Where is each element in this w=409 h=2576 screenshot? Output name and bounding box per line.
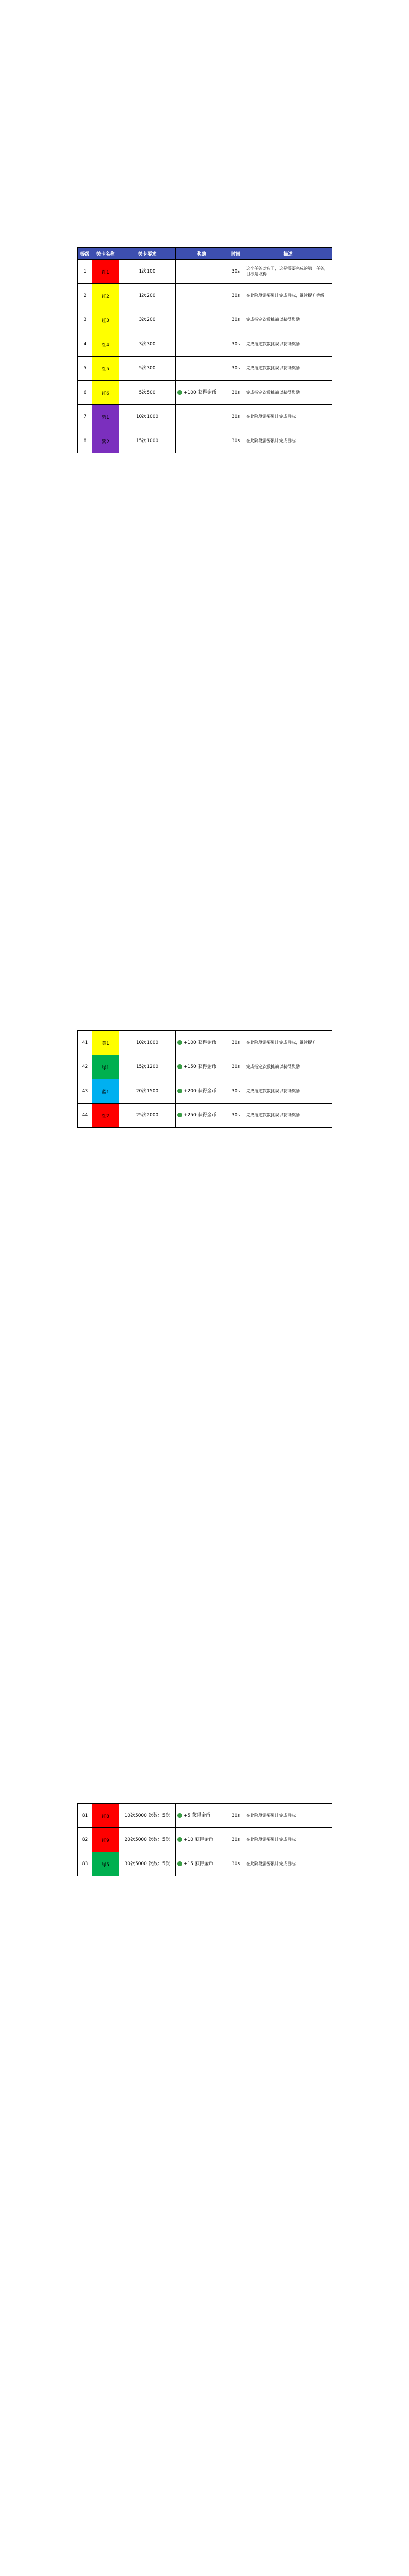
time-limit: 30s <box>231 317 240 323</box>
level-name-cell <box>92 1031 119 1055</box>
reward-cell <box>176 1804 227 1828</box>
level-name-cell <box>92 332 119 357</box>
time-limit-cell <box>227 405 244 429</box>
reward-cell <box>176 260 227 284</box>
table-row <box>78 1079 332 1104</box>
reward-cell <box>176 1031 227 1055</box>
description-cell <box>244 1104 332 1128</box>
requirement: 10次5000 次数：5次 <box>124 1813 170 1818</box>
time-limit-cell <box>227 1852 244 1876</box>
description: 完成指定次数挑战以获得奖励 <box>246 1089 300 1093</box>
time-limit: 30s <box>231 414 240 419</box>
table-row <box>78 260 332 284</box>
level-name-cell <box>92 308 119 332</box>
reward-cell <box>176 381 227 405</box>
row-number-cell <box>78 284 92 308</box>
requirement: 3次200 <box>139 317 156 323</box>
coin-icon <box>177 1040 182 1045</box>
level-name: 紫2 <box>102 439 109 445</box>
description: 完成指定次数挑战以获得奖励 <box>246 342 300 346</box>
header-row <box>78 248 332 260</box>
description-cell <box>244 260 332 284</box>
level-name: 红8 <box>102 1814 109 1819</box>
requirement-cell <box>119 1804 176 1828</box>
description: 完成指定次数挑战以获得奖励 <box>246 1064 300 1069</box>
spreadsheet <box>77 247 332 453</box>
row-number: 83 <box>81 1861 88 1867</box>
description: 完成指定次数挑战以获得奖励 <box>246 366 300 370</box>
header-reward: 奖励 <box>176 248 227 260</box>
level-name: 红9 <box>102 1838 109 1843</box>
table-row <box>78 332 332 357</box>
requirement-cell <box>119 381 176 405</box>
requirement-cell <box>119 1079 176 1104</box>
requirement: 5次300 <box>139 366 156 371</box>
level-name: 蓝1 <box>102 1089 109 1095</box>
time-limit: 30s <box>231 269 240 274</box>
requirement-cell <box>119 332 176 357</box>
level-name: 红2 <box>102 1113 109 1119</box>
description-cell <box>244 429 332 453</box>
row-number: 3 <box>83 317 87 323</box>
row-number-cell <box>78 1079 92 1104</box>
time-limit-cell <box>227 429 244 453</box>
table-row <box>78 357 332 381</box>
level-name: 红5 <box>102 366 109 372</box>
reward-cell <box>176 332 227 357</box>
table-row <box>78 1055 332 1079</box>
time-limit: 30s <box>231 1837 240 1842</box>
row-number-cell <box>78 357 92 381</box>
row-number: 2 <box>83 293 87 298</box>
requirement-cell <box>119 357 176 381</box>
level-name-cell <box>92 429 119 453</box>
reward-cell <box>176 1055 227 1079</box>
level-name: 红6 <box>102 391 109 396</box>
row-number-cell <box>78 1828 92 1852</box>
description-cell <box>244 284 332 308</box>
time-limit-cell <box>227 1031 244 1055</box>
table-row <box>78 1031 332 1055</box>
reward-cell <box>176 284 227 308</box>
reward-cell <box>176 1852 227 1876</box>
requirement-cell <box>119 1828 176 1852</box>
level-name-cell <box>92 405 119 429</box>
coin-icon <box>177 1064 182 1069</box>
level-table-3 <box>77 1803 332 1876</box>
row-number-cell <box>78 1031 92 1055</box>
requirement: 3次300 <box>139 342 156 347</box>
time-limit-cell <box>227 332 244 357</box>
description: 完成指定次数挑战以获得奖励 <box>246 317 300 322</box>
time-limit: 30s <box>231 342 240 347</box>
row-number: 7 <box>83 414 87 419</box>
time-limit: 30s <box>231 1089 240 1094</box>
spreadsheet-section-3 <box>77 1803 332 1876</box>
table-row <box>78 405 332 429</box>
table-row <box>78 284 332 308</box>
level-name: 绿1 <box>102 1065 109 1071</box>
level-name-cell <box>92 1055 119 1079</box>
reward: +10 获得金币 <box>184 1837 214 1842</box>
description-cell <box>244 308 332 332</box>
time-limit: 30s <box>231 1064 240 1070</box>
level-name: 红4 <box>102 342 109 348</box>
description-cell <box>244 1055 332 1079</box>
time-limit-cell <box>227 381 244 405</box>
reward-cell <box>176 308 227 332</box>
reward: +5 获得金币 <box>184 1813 211 1818</box>
level-name-cell <box>92 1852 119 1876</box>
row-number-cell <box>78 1852 92 1876</box>
row-number-cell <box>78 332 92 357</box>
description-cell <box>244 1804 332 1828</box>
coin-icon <box>177 1861 182 1866</box>
row-number-cell <box>78 260 92 284</box>
description: 完成指定次数挑战以获得奖励 <box>246 1113 300 1117</box>
row-number: 4 <box>83 342 87 347</box>
time-limit-cell <box>227 1804 244 1828</box>
table-row <box>78 381 332 405</box>
requirement-cell <box>119 429 176 453</box>
level-name-cell <box>92 284 119 308</box>
requirement: 5次500 <box>139 390 156 395</box>
row-number-cell <box>78 429 92 453</box>
level-name-cell <box>92 1804 119 1828</box>
description: 完成指定次数挑战以获得奖励 <box>246 390 300 395</box>
description-cell <box>244 332 332 357</box>
description-cell <box>244 381 332 405</box>
header-description: 描述 <box>244 248 332 260</box>
row-number-cell <box>78 1804 92 1828</box>
reward: +250 获得金币 <box>184 1113 217 1118</box>
row-number: 43 <box>81 1089 88 1094</box>
description: 在此阶段需要累计完成目标，继续提升 <box>246 1040 316 1045</box>
requirement-cell <box>119 405 176 429</box>
level-table-1 <box>77 247 332 453</box>
level-name-cell <box>92 1104 119 1128</box>
reward: +200 获得金币 <box>184 1089 217 1094</box>
requirement-cell <box>119 308 176 332</box>
requirement-cell <box>119 284 176 308</box>
reward-cell <box>176 405 227 429</box>
requirement: 15次1000 <box>136 438 159 444</box>
coin-icon <box>177 1837 182 1842</box>
table-row <box>78 1852 332 1876</box>
reward-cell <box>176 357 227 381</box>
reward-cell <box>176 1079 227 1104</box>
requirement-cell <box>119 1104 176 1128</box>
table-row <box>78 1104 332 1128</box>
reward: +100 获得金币 <box>184 390 217 395</box>
time-limit: 30s <box>231 1040 240 1045</box>
time-limit: 30s <box>231 1861 240 1867</box>
time-limit: 30s <box>231 366 240 371</box>
row-number: 8 <box>83 438 87 444</box>
table-row <box>78 1828 332 1852</box>
requirement-cell <box>119 1031 176 1055</box>
row-number: 6 <box>83 390 87 395</box>
requirement: 20次1500 <box>136 1089 159 1094</box>
description: 在此阶段需要累计完成目标 <box>246 1813 296 1818</box>
table-row <box>78 1804 332 1828</box>
level-name: 黄1 <box>102 1041 109 1046</box>
spreadsheet-section-2 <box>77 1030 332 1128</box>
time-limit: 30s <box>231 438 240 444</box>
row-number: 81 <box>81 1813 88 1818</box>
requirement-cell <box>119 1055 176 1079</box>
requirement: 20次5000 次数：5次 <box>124 1837 170 1842</box>
description-cell <box>244 405 332 429</box>
description: 在此阶段需要累计完成目标 <box>246 1837 296 1842</box>
row-number: 42 <box>81 1064 88 1070</box>
reward: +150 获得金币 <box>184 1064 217 1070</box>
time-limit-cell <box>227 1079 244 1104</box>
level-name-cell <box>92 1079 119 1104</box>
reward-cell <box>176 1828 227 1852</box>
row-number-cell <box>78 1055 92 1079</box>
requirement: 10次1000 <box>136 414 159 419</box>
row-number-cell <box>78 1104 92 1128</box>
header-requirement: 关卡要求 <box>119 248 176 260</box>
requirement: 25次2000 <box>136 1113 159 1118</box>
time-limit-cell <box>227 357 244 381</box>
requirement-cell <box>119 1852 176 1876</box>
coin-icon <box>177 390 182 395</box>
level-name: 紫1 <box>102 415 109 420</box>
time-limit-cell <box>227 1055 244 1079</box>
table-row <box>78 429 332 453</box>
coin-icon <box>177 1113 182 1117</box>
reward: +100 获得金币 <box>184 1040 217 1045</box>
level-name: 红2 <box>102 294 109 299</box>
reward: +15 获得金币 <box>184 1861 214 1867</box>
requirement: 10次1000 <box>136 1040 159 1045</box>
reward-cell <box>176 429 227 453</box>
description-cell <box>244 357 332 381</box>
level-name: 绿5 <box>102 1862 109 1868</box>
row-number: 82 <box>81 1837 88 1842</box>
level-name-cell <box>92 357 119 381</box>
coin-icon <box>177 1813 182 1818</box>
row-number: 5 <box>83 366 87 371</box>
description-cell <box>244 1031 332 1055</box>
coin-icon <box>177 1089 182 1093</box>
description-cell <box>244 1828 332 1852</box>
row-number-cell <box>78 405 92 429</box>
requirement: 30次5000 次数：5次 <box>124 1861 170 1867</box>
row-number: 41 <box>81 1040 88 1045</box>
row-number: 1 <box>83 269 87 274</box>
header-name: 关卡名称 <box>92 248 119 260</box>
header-level: 等级 <box>78 248 92 260</box>
requirement: 15次1200 <box>136 1064 159 1070</box>
requirement: 1次100 <box>139 269 156 274</box>
requirement-cell <box>119 260 176 284</box>
time-limit-cell <box>227 284 244 308</box>
row-number-cell <box>78 381 92 405</box>
time-limit: 30s <box>231 390 240 395</box>
time-limit-cell <box>227 260 244 284</box>
level-name-cell <box>92 260 119 284</box>
time-limit-cell <box>227 1104 244 1128</box>
requirement: 1次200 <box>139 293 156 298</box>
description-cell <box>244 1079 332 1104</box>
description-cell <box>244 1852 332 1876</box>
header-time: 时间 <box>227 248 244 260</box>
description: 在此阶段需要累计完成目标 <box>246 438 296 443</box>
time-limit-cell <box>227 1828 244 1852</box>
time-limit: 30s <box>231 1813 240 1818</box>
description: 在此阶段需要累计完成目标，继续提升等级 <box>246 293 324 298</box>
level-name: 红1 <box>102 269 109 275</box>
row-number: 44 <box>81 1113 88 1118</box>
time-limit: 30s <box>231 293 240 298</box>
level-name-cell <box>92 1828 119 1852</box>
level-name-cell <box>92 381 119 405</box>
level-name: 红3 <box>102 318 109 324</box>
table-row <box>78 308 332 332</box>
level-table-2 <box>77 1030 332 1128</box>
time-limit-cell <box>227 308 244 332</box>
time-limit: 30s <box>231 1113 240 1118</box>
description: 在此阶段需要累计完成目标 <box>246 1861 296 1866</box>
description: 在此阶段需要累计完成目标 <box>246 414 296 419</box>
description: 这个任务对应于，这是需要完成的第一任务，目标是取得 <box>246 266 329 276</box>
row-number-cell <box>78 308 92 332</box>
reward-cell <box>176 1104 227 1128</box>
